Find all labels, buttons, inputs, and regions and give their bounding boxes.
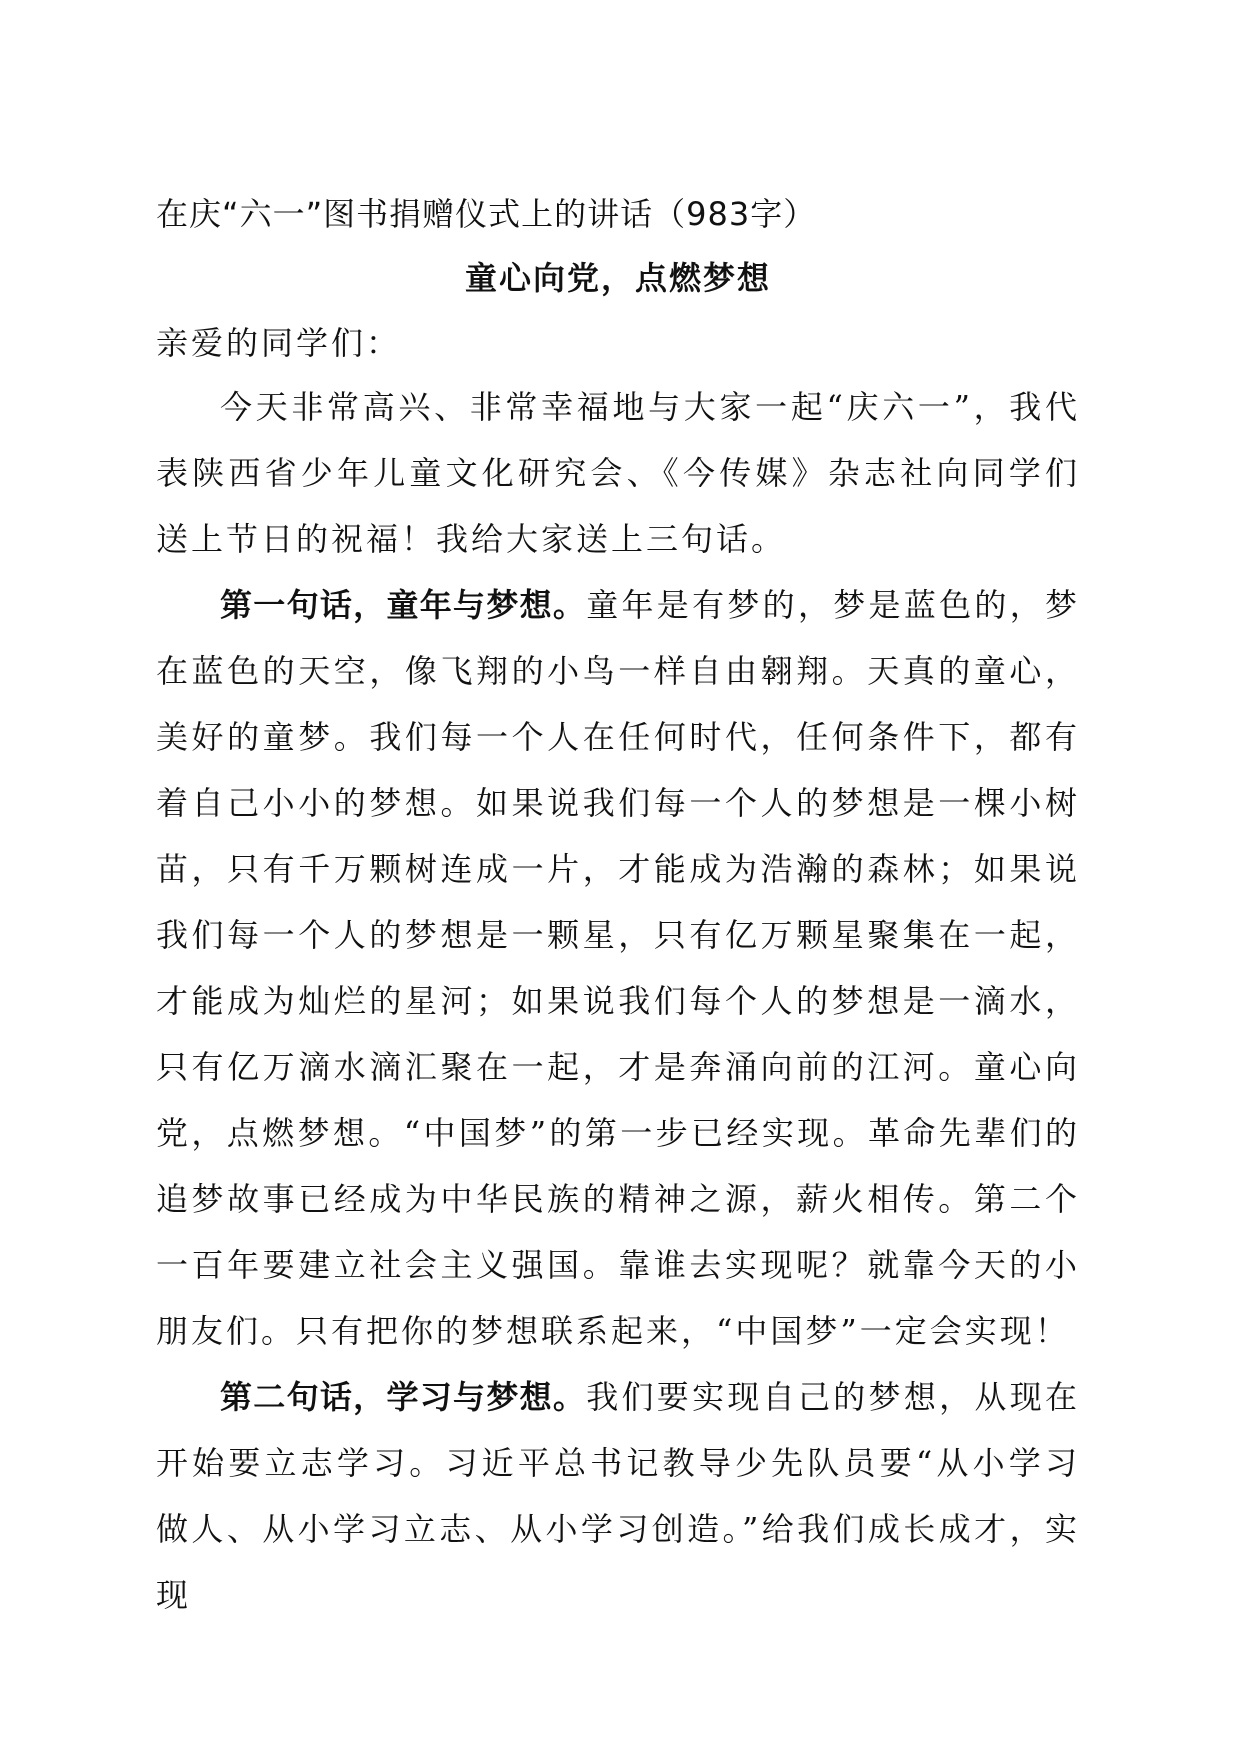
paragraph-childhood-and-dreams [156, 572, 1080, 1364]
document-body [156, 190, 1080, 1628]
paragraph-text: 童年是有梦的，梦是蓝色的，梦在蓝色的天空，像飞翔的小鸟一样自由翱翔。天真的童心，美好的童梦。我们每一个人在任何时代，任何条件下，都有着自己小小的梦想。如果说我们每一个人的梦想是一棵小树苗，只有千万颗树连成一片，才能成为浩瀚的森林；如果说我们每一个人的梦想是一颗星，只有亿万颗星聚集在一起，才能成为灿烂的星河；如果说我们每个人的梦想是一滴水，只有亿万滴水滴汇聚在一起，才是奔涌向前的江河。童心向党，点燃梦想。“中国梦”的第一步已经实现。革命先辈们的追梦故事已经成为中华民族的精神之源，薪火相传。第二个一百年要建立社会主义强国。靠谁去实现呢？就靠今天的小朋友们。只有把你的梦想联系起来，“中国梦”一定会实现！ [156, 586, 1080, 1350]
paragraph-opening [156, 374, 1080, 572]
paragraph-text: 我们要实现自己的梦想，从现在开始要立志学习。习近平总书记教导少先队员要“从小学习做人、从小学习立志、从小学习创造。”给我们成长成才，实现 [156, 1378, 1080, 1614]
paragraph-lead: 第一句话，童年与梦想。 [220, 586, 587, 624]
speech-subtitle: 童心向党，点燃梦想 [464, 259, 771, 297]
paragraph-text: 今天非常高兴、非常幸福地与大家一起“庆六一”，我代表陕西省少年儿童文化研究会、《今传媒》杂志社向同学们送上节日的祝福！我给大家送上三句话。 [156, 388, 1080, 558]
salutation: 亲爱的同学们： [156, 324, 402, 362]
paragraph-lead: 第二句话，学习与梦想。 [220, 1378, 587, 1416]
paragraph-learning-and-dreams [156, 1364, 1080, 1628]
document-title: 在庆“六一”图书捐赠仪式上的讲话（983字） [156, 195, 817, 233]
